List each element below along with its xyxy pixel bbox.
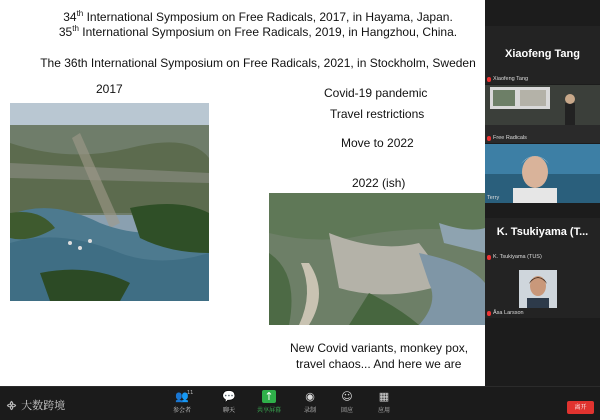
covid-text: Covid-19 pandemic xyxy=(324,86,428,100)
chat-icon: 💬 xyxy=(222,390,236,403)
record-icon: ◉ xyxy=(305,390,315,403)
apps-icon: ▦ xyxy=(378,390,390,403)
mic-muted-icon xyxy=(487,77,491,82)
share-screen-icon: ↑ xyxy=(262,390,276,403)
share-screen-button[interactable]: ↑ 共享屏幕 xyxy=(256,390,281,414)
leave-button[interactable]: 离开 xyxy=(567,401,594,414)
bottom-text-1: New Covid variants, monkey pox, xyxy=(290,341,469,355)
reactions-button[interactable]: ☺ 回应 xyxy=(340,390,353,414)
mic-muted-icon xyxy=(487,311,491,316)
mic-muted-icon xyxy=(487,136,491,141)
mic-muted-icon xyxy=(487,255,491,260)
participant-name-small: Free Radicals xyxy=(487,135,527,141)
participant-name-small: Xiaofeng Tang xyxy=(487,76,528,82)
bottom-text-2: travel chaos... And here we are xyxy=(296,357,462,371)
avatar xyxy=(519,270,557,308)
logo-icon: ᯽ xyxy=(6,401,18,412)
logo-text: 大数跨境 xyxy=(21,399,66,412)
participant-tile-tsukiyama[interactable] xyxy=(485,218,600,266)
slide-line-1: 34th International Symposium on Free Radicals, 2017, in Hayama, Japan. xyxy=(63,9,453,24)
reaction-icon: ☺ xyxy=(341,390,353,403)
move-text: Move to 2022 xyxy=(341,136,414,150)
year-2022-label: 2022 (ish) xyxy=(352,176,406,190)
participant-name-small: Terry xyxy=(487,195,500,201)
watermark-logo xyxy=(6,397,65,413)
aerial-photo-right xyxy=(269,193,485,325)
terry-video xyxy=(485,144,600,203)
aerial-photo-left xyxy=(10,103,209,301)
year-2017-label: 2017 xyxy=(96,82,123,96)
travel-text: Travel restrictions xyxy=(330,107,425,121)
participant-tile-terry[interactable] xyxy=(485,144,600,203)
participant-name-large: K. Tsukiyama (T... xyxy=(496,226,589,238)
participants-button[interactable]: 👥 11 参会者 xyxy=(172,390,194,414)
apps-button[interactable]: ▦ 应用 xyxy=(377,390,390,414)
chat-button[interactable]: 💬 聊天 xyxy=(222,390,236,414)
slide-line-2: 35th International Symposium on Free Radicals, 2019, in Hangzhou, China. xyxy=(58,24,458,39)
record-button[interactable]: ◉ 录制 xyxy=(303,390,316,414)
participants-icon: 👥 xyxy=(175,390,189,403)
participant-name-small: Åsa Larsson xyxy=(487,310,524,316)
participant-tile-free-radicals[interactable] xyxy=(485,85,600,143)
participant-tile-asa[interactable] xyxy=(485,266,600,318)
participant-name-small: K. Tsukiyama (TUS) xyxy=(487,254,542,260)
participants-count: 11 xyxy=(187,390,194,396)
slide-line-3: The 36th International Symposium on Free Radicals, 2021, in Stockholm, Sweden xyxy=(40,56,476,70)
meeting-toolbar xyxy=(0,386,600,420)
participant-tile-xiaofeng[interactable] xyxy=(485,26,600,84)
participant-name-large: Xiaofeng Tang xyxy=(505,48,580,60)
participant-panel xyxy=(485,0,600,386)
